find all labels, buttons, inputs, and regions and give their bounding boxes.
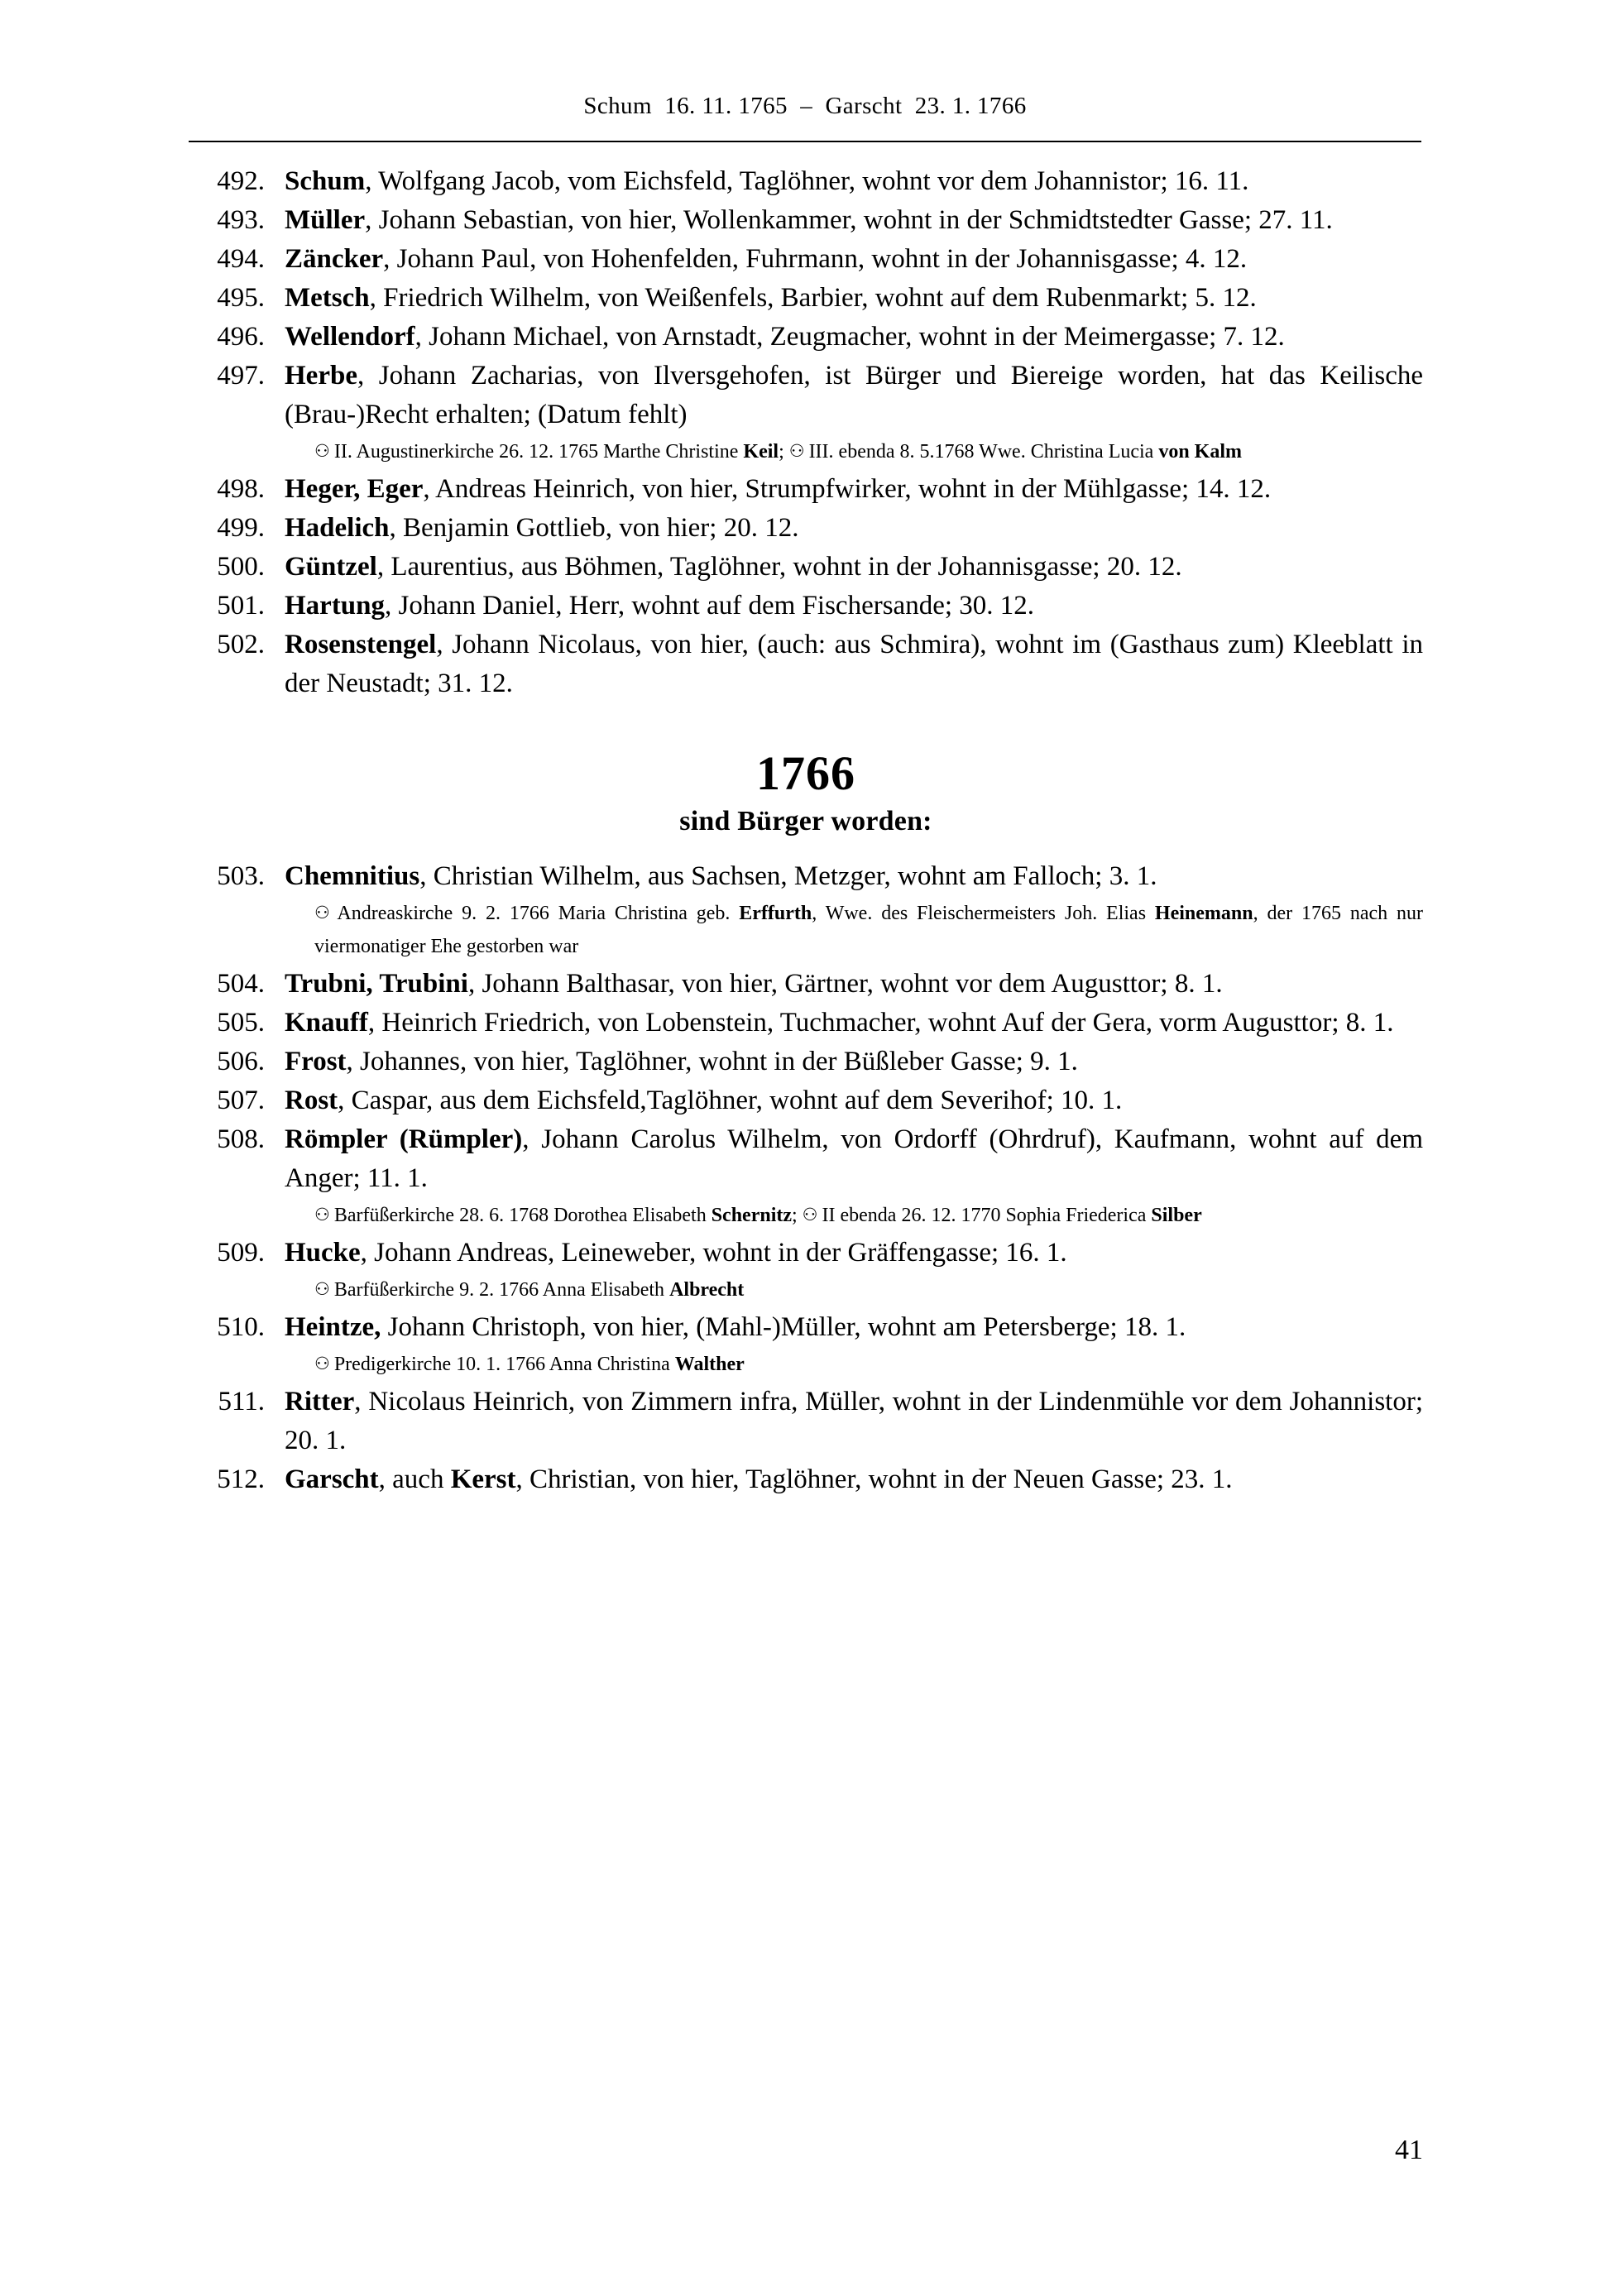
entry-body bbox=[265, 1460, 1423, 1499]
entry-details: , Heinrich Friedrich, von Lobenstein, Tuchmacher, wohnt Auf der Gera, vorm Augusttor; 8. 1. bbox=[367, 1008, 1394, 1038]
entry bbox=[189, 1043, 1423, 1081]
entry-body bbox=[265, 1383, 1423, 1460]
annotation-name: Erffurth bbox=[739, 903, 812, 924]
entry-number: 496. bbox=[217, 322, 265, 352]
entry-body bbox=[265, 318, 1423, 357]
entry-body bbox=[265, 162, 1423, 201]
entry-text bbox=[285, 201, 1423, 240]
entry-list bbox=[189, 162, 1423, 1499]
annotation-text: II ebenda 26. 12. 1770 Sophia Friederica bbox=[817, 1205, 1152, 1226]
entry-body bbox=[265, 279, 1423, 318]
entry-details: , Andreas Heinrich, von hier, Strumpfwirker, wohnt in der Mühlgasse; 14. 12. bbox=[423, 474, 1272, 504]
entry bbox=[189, 1120, 1423, 1234]
entry-details: , Christian, von hier, Taglöhner, wohnt in der Neuen Gasse; 23. 1. bbox=[515, 1464, 1233, 1494]
annotation-name: Silber bbox=[1151, 1205, 1202, 1226]
entry-annotation bbox=[285, 1273, 1423, 1306]
year-subtitle: sind Bürger worden: bbox=[679, 806, 932, 836]
entry-surname: Hartung bbox=[285, 591, 386, 621]
entry-surname: Heintze, bbox=[285, 1312, 381, 1342]
entry-surname: Schum bbox=[285, 166, 366, 196]
entry-details: , Johann Carolus Wilhelm, von Ordorff (Ohrdruf), Kaufmann, wohnt auf dem Anger; 11. 1. bbox=[285, 1124, 1423, 1193]
marriage-symbol-icon: ⚇ bbox=[314, 1279, 329, 1299]
entry-details: , Johannes, von hier, Taglöhner, wohnt in der Büßleber Gasse; 9. 1. bbox=[346, 1047, 1078, 1076]
entry-number: 495. bbox=[217, 283, 265, 313]
entry-surname: Müller bbox=[285, 205, 366, 235]
entry-number: 510. bbox=[217, 1312, 265, 1342]
entry bbox=[189, 509, 1423, 548]
year-heading-block bbox=[189, 746, 1423, 842]
marriage-symbol-icon: ⚇ bbox=[788, 441, 804, 461]
entry bbox=[189, 1308, 1423, 1383]
entry-surname: Garscht bbox=[285, 1464, 379, 1494]
entry-text bbox=[285, 587, 1423, 626]
entry-surname: Hucke bbox=[285, 1238, 361, 1268]
entry-text bbox=[285, 162, 1423, 201]
entry-annotation bbox=[285, 435, 1423, 468]
entry-surname: Frost bbox=[285, 1047, 347, 1076]
entry-number: 505. bbox=[217, 1008, 265, 1038]
entry-details: , Benjamin Gottlieb, von hier; 20. 12. bbox=[389, 513, 799, 543]
entry-text bbox=[285, 357, 1423, 434]
entry bbox=[189, 279, 1423, 318]
entry-number: 506. bbox=[217, 1047, 265, 1076]
annotation-name: Schernitz bbox=[711, 1205, 792, 1226]
entry-number: 501. bbox=[217, 591, 265, 621]
annotation-name: Keil bbox=[743, 441, 779, 463]
entry-body bbox=[265, 1234, 1423, 1308]
entry-details: , Nicolaus Heinrich, von Zimmern infra, Müller, wohnt in der Lindenmühle vor dem Johannistor; 20. 1. bbox=[285, 1387, 1423, 1455]
page-number: 41 bbox=[1395, 2135, 1423, 2165]
entry bbox=[189, 470, 1423, 509]
spacer bbox=[189, 842, 1423, 857]
entry bbox=[189, 626, 1423, 703]
entry-body bbox=[265, 857, 1423, 965]
entry-surname: Heger, Eger bbox=[285, 474, 424, 504]
annotation-text: III. ebenda 8. 5.1768 Wwe. Christina Lucia bbox=[803, 441, 1159, 463]
annotation-name: Albrecht bbox=[669, 1279, 745, 1301]
entry-surname: Hadelich bbox=[285, 513, 390, 543]
entry-text bbox=[285, 1460, 1423, 1499]
entry-text bbox=[285, 1383, 1423, 1460]
entry-body bbox=[265, 1081, 1423, 1120]
entry bbox=[189, 1081, 1423, 1120]
entry-number: 512. bbox=[217, 1464, 265, 1494]
entry-details: , Johann Daniel, Herr, wohnt auf dem Fischersande; 30. 12. bbox=[385, 591, 1035, 621]
entry-number: 507. bbox=[217, 1086, 265, 1115]
entry-body bbox=[265, 470, 1423, 509]
entry-text bbox=[285, 1043, 1423, 1081]
entry-body bbox=[265, 240, 1423, 279]
entry-surname: Knauff bbox=[285, 1008, 368, 1038]
marriage-symbol-icon: ⚇ bbox=[314, 1205, 329, 1225]
entry-text bbox=[285, 1120, 1423, 1198]
entry bbox=[189, 1383, 1423, 1460]
annotation-text: , Wwe. des Fleischermeisters Joh. Elias bbox=[812, 903, 1155, 924]
entry-text bbox=[285, 1081, 1423, 1120]
entry-body bbox=[265, 357, 1423, 470]
entry bbox=[189, 1004, 1423, 1043]
header-rule bbox=[189, 141, 1421, 142]
entry bbox=[189, 587, 1423, 626]
entry-alias-connector: , auch bbox=[378, 1464, 451, 1494]
entry-surname: Römpler (Rümpler) bbox=[285, 1124, 523, 1154]
entry-details: , Johann Balthasar, von hier, Gärtner, wohnt vor dem Augusttor; 8. 1. bbox=[467, 969, 1223, 999]
entry-surname: Zäncker bbox=[285, 244, 384, 274]
entry-surname: Metsch bbox=[285, 283, 370, 313]
entry-body bbox=[265, 548, 1423, 587]
entry-alias-surname: Kerst bbox=[450, 1464, 516, 1494]
entry bbox=[189, 1460, 1423, 1499]
entry-body bbox=[265, 1308, 1423, 1383]
entry-details: , Johann Michael, von Arnstadt, Zeugmacher, wohnt in der Meimergasse; 7. 12. bbox=[414, 322, 1285, 352]
entry-body bbox=[265, 587, 1423, 626]
entry-number: 492. bbox=[217, 166, 265, 196]
entry-text bbox=[285, 1004, 1423, 1043]
running-header: Schum 16. 11. 1765 – Garscht 23. 1. 1766 bbox=[583, 93, 1027, 119]
year-title: 1766 bbox=[756, 746, 855, 800]
entry-details: , Caspar, aus dem Eichsfeld,Taglöhner, wohnt auf dem Severihof; 10. 1. bbox=[338, 1086, 1123, 1115]
annotation-text: ; bbox=[779, 441, 789, 463]
entry-surname: Ritter bbox=[285, 1387, 355, 1416]
entry-text bbox=[285, 279, 1423, 318]
entry-annotation bbox=[285, 1199, 1423, 1232]
entry bbox=[189, 1234, 1423, 1308]
entry-annotation bbox=[285, 1348, 1423, 1381]
entry-text bbox=[285, 1234, 1423, 1273]
entry-text bbox=[285, 626, 1423, 703]
entry bbox=[189, 357, 1423, 470]
entry-surname: Wellendorf bbox=[285, 322, 415, 352]
marriage-symbol-icon: ⚇ bbox=[802, 1205, 817, 1225]
annotation-text: II. Augustinerkirche 26. 12. 1765 Marthe Christine bbox=[328, 441, 744, 463]
marriage-symbol-icon: ⚇ bbox=[314, 441, 329, 461]
spacer bbox=[189, 703, 1423, 746]
entry-body bbox=[265, 965, 1423, 1004]
annotation-name: Walther bbox=[674, 1354, 745, 1375]
entry-details: Johann Christoph, von hier, (Mahl-)Müller, wohnt am Petersberge; 18. 1. bbox=[381, 1312, 1186, 1342]
entry-surname: Rost bbox=[285, 1086, 338, 1115]
entry-surname: Herbe bbox=[285, 361, 357, 391]
entry-number: 493. bbox=[217, 205, 265, 235]
annotation-text: , der 1765 nach nur viermonatiger Ehe gestorben war bbox=[314, 903, 1423, 957]
entry-text bbox=[285, 548, 1423, 587]
annotation-name: von Kalm bbox=[1158, 441, 1243, 463]
entry-surname: Güntzel bbox=[285, 552, 377, 582]
entry-details: , Wolfgang Jacob, vom Eichsfeld, Taglöhner, wohnt vor dem Johannistor; 16. 11. bbox=[365, 166, 1249, 196]
entry-body bbox=[265, 626, 1423, 703]
entry-number: 502. bbox=[217, 630, 265, 659]
entry-details: , Johann Zacharias, von Ilversgehofen, ist Bürger und Biereige worden, hat das Keilische (Brau-)Recht erhalten; (Datum fehlt) bbox=[285, 361, 1423, 429]
entry-text bbox=[285, 470, 1423, 509]
entry-text bbox=[285, 240, 1423, 279]
entry-body bbox=[265, 201, 1423, 240]
entry-text bbox=[285, 965, 1423, 1004]
entry-number: 508. bbox=[217, 1124, 265, 1154]
entry-number: 511. bbox=[218, 1387, 265, 1416]
entry-number: 494. bbox=[217, 244, 265, 274]
entry-details: , Johann Paul, von Hohenfelden, Fuhrmann, wohnt in der Johannisgasse; 4. 12. bbox=[383, 244, 1248, 274]
annotation-text: Andreaskirche 9. 2. 1766 Maria Christina geb. bbox=[328, 903, 740, 924]
marriage-symbol-icon: ⚇ bbox=[314, 903, 329, 923]
entry-text bbox=[285, 509, 1423, 548]
entry bbox=[189, 318, 1423, 357]
entry-number: 509. bbox=[217, 1238, 265, 1268]
annotation-text: Predigerkirche 10. 1. 1766 Anna Christina bbox=[328, 1354, 675, 1375]
entry bbox=[189, 201, 1423, 240]
entry-surname: Chemnitius bbox=[285, 861, 420, 891]
entry-text bbox=[285, 1308, 1423, 1347]
entry-body bbox=[265, 1043, 1423, 1081]
entry-annotation bbox=[285, 897, 1423, 963]
entry bbox=[189, 240, 1423, 279]
entry-number: 503. bbox=[217, 861, 265, 891]
annotation-text: Barfüßerkirche 9. 2. 1766 Anna Elisabeth bbox=[328, 1279, 670, 1301]
entry-body bbox=[265, 509, 1423, 548]
annotation-text: ; bbox=[792, 1205, 803, 1226]
annotation-text: Barfüßerkirche 28. 6. 1768 Dorothea Elisabeth bbox=[328, 1205, 712, 1226]
entry-text bbox=[285, 318, 1423, 357]
entry bbox=[189, 857, 1423, 965]
entry-details: , Christian Wilhelm, aus Sachsen, Metzger, wohnt am Falloch; 3. 1. bbox=[419, 861, 1157, 891]
entry-surname: Rosenstengel bbox=[285, 630, 437, 659]
marriage-symbol-icon: ⚇ bbox=[314, 1354, 329, 1373]
entry-number: 498. bbox=[217, 474, 265, 504]
entry bbox=[189, 162, 1423, 201]
entry-number: 497. bbox=[217, 361, 265, 391]
entry-body bbox=[265, 1120, 1423, 1234]
entry-details: , Johann Sebastian, von hier, Wollenkammer, wohnt in der Schmidtstedter Gasse; 27. 11. bbox=[365, 205, 1333, 235]
entry-details: , Friedrich Wilhelm, von Weißenfels, Barbier, wohnt auf dem Rubenmarkt; 5. 12. bbox=[369, 283, 1257, 313]
annotation-name: Heinemann bbox=[1154, 903, 1253, 924]
entry-details: , Johann Andreas, Leineweber, wohnt in der Gräffengasse; 16. 1. bbox=[360, 1238, 1067, 1268]
entry bbox=[189, 548, 1423, 587]
entry-body bbox=[265, 1004, 1423, 1043]
entry-number: 499. bbox=[217, 513, 265, 543]
entry-number: 500. bbox=[217, 552, 265, 582]
entry-surname: Trubni, Trubini bbox=[285, 969, 468, 999]
entry-number: 504. bbox=[217, 969, 265, 999]
entry-details: , Laurentius, aus Böhmen, Taglöhner, wohnt in der Johannisgasse; 20. 12. bbox=[376, 552, 1182, 582]
entry bbox=[189, 965, 1423, 1004]
entry-text bbox=[285, 857, 1423, 896]
entry-details: , Johann Nicolaus, von hier, (auch: aus Schmira), wohnt im (Gasthaus zum) Kleeblatt in der Neustadt; 31. 12. bbox=[285, 630, 1423, 698]
